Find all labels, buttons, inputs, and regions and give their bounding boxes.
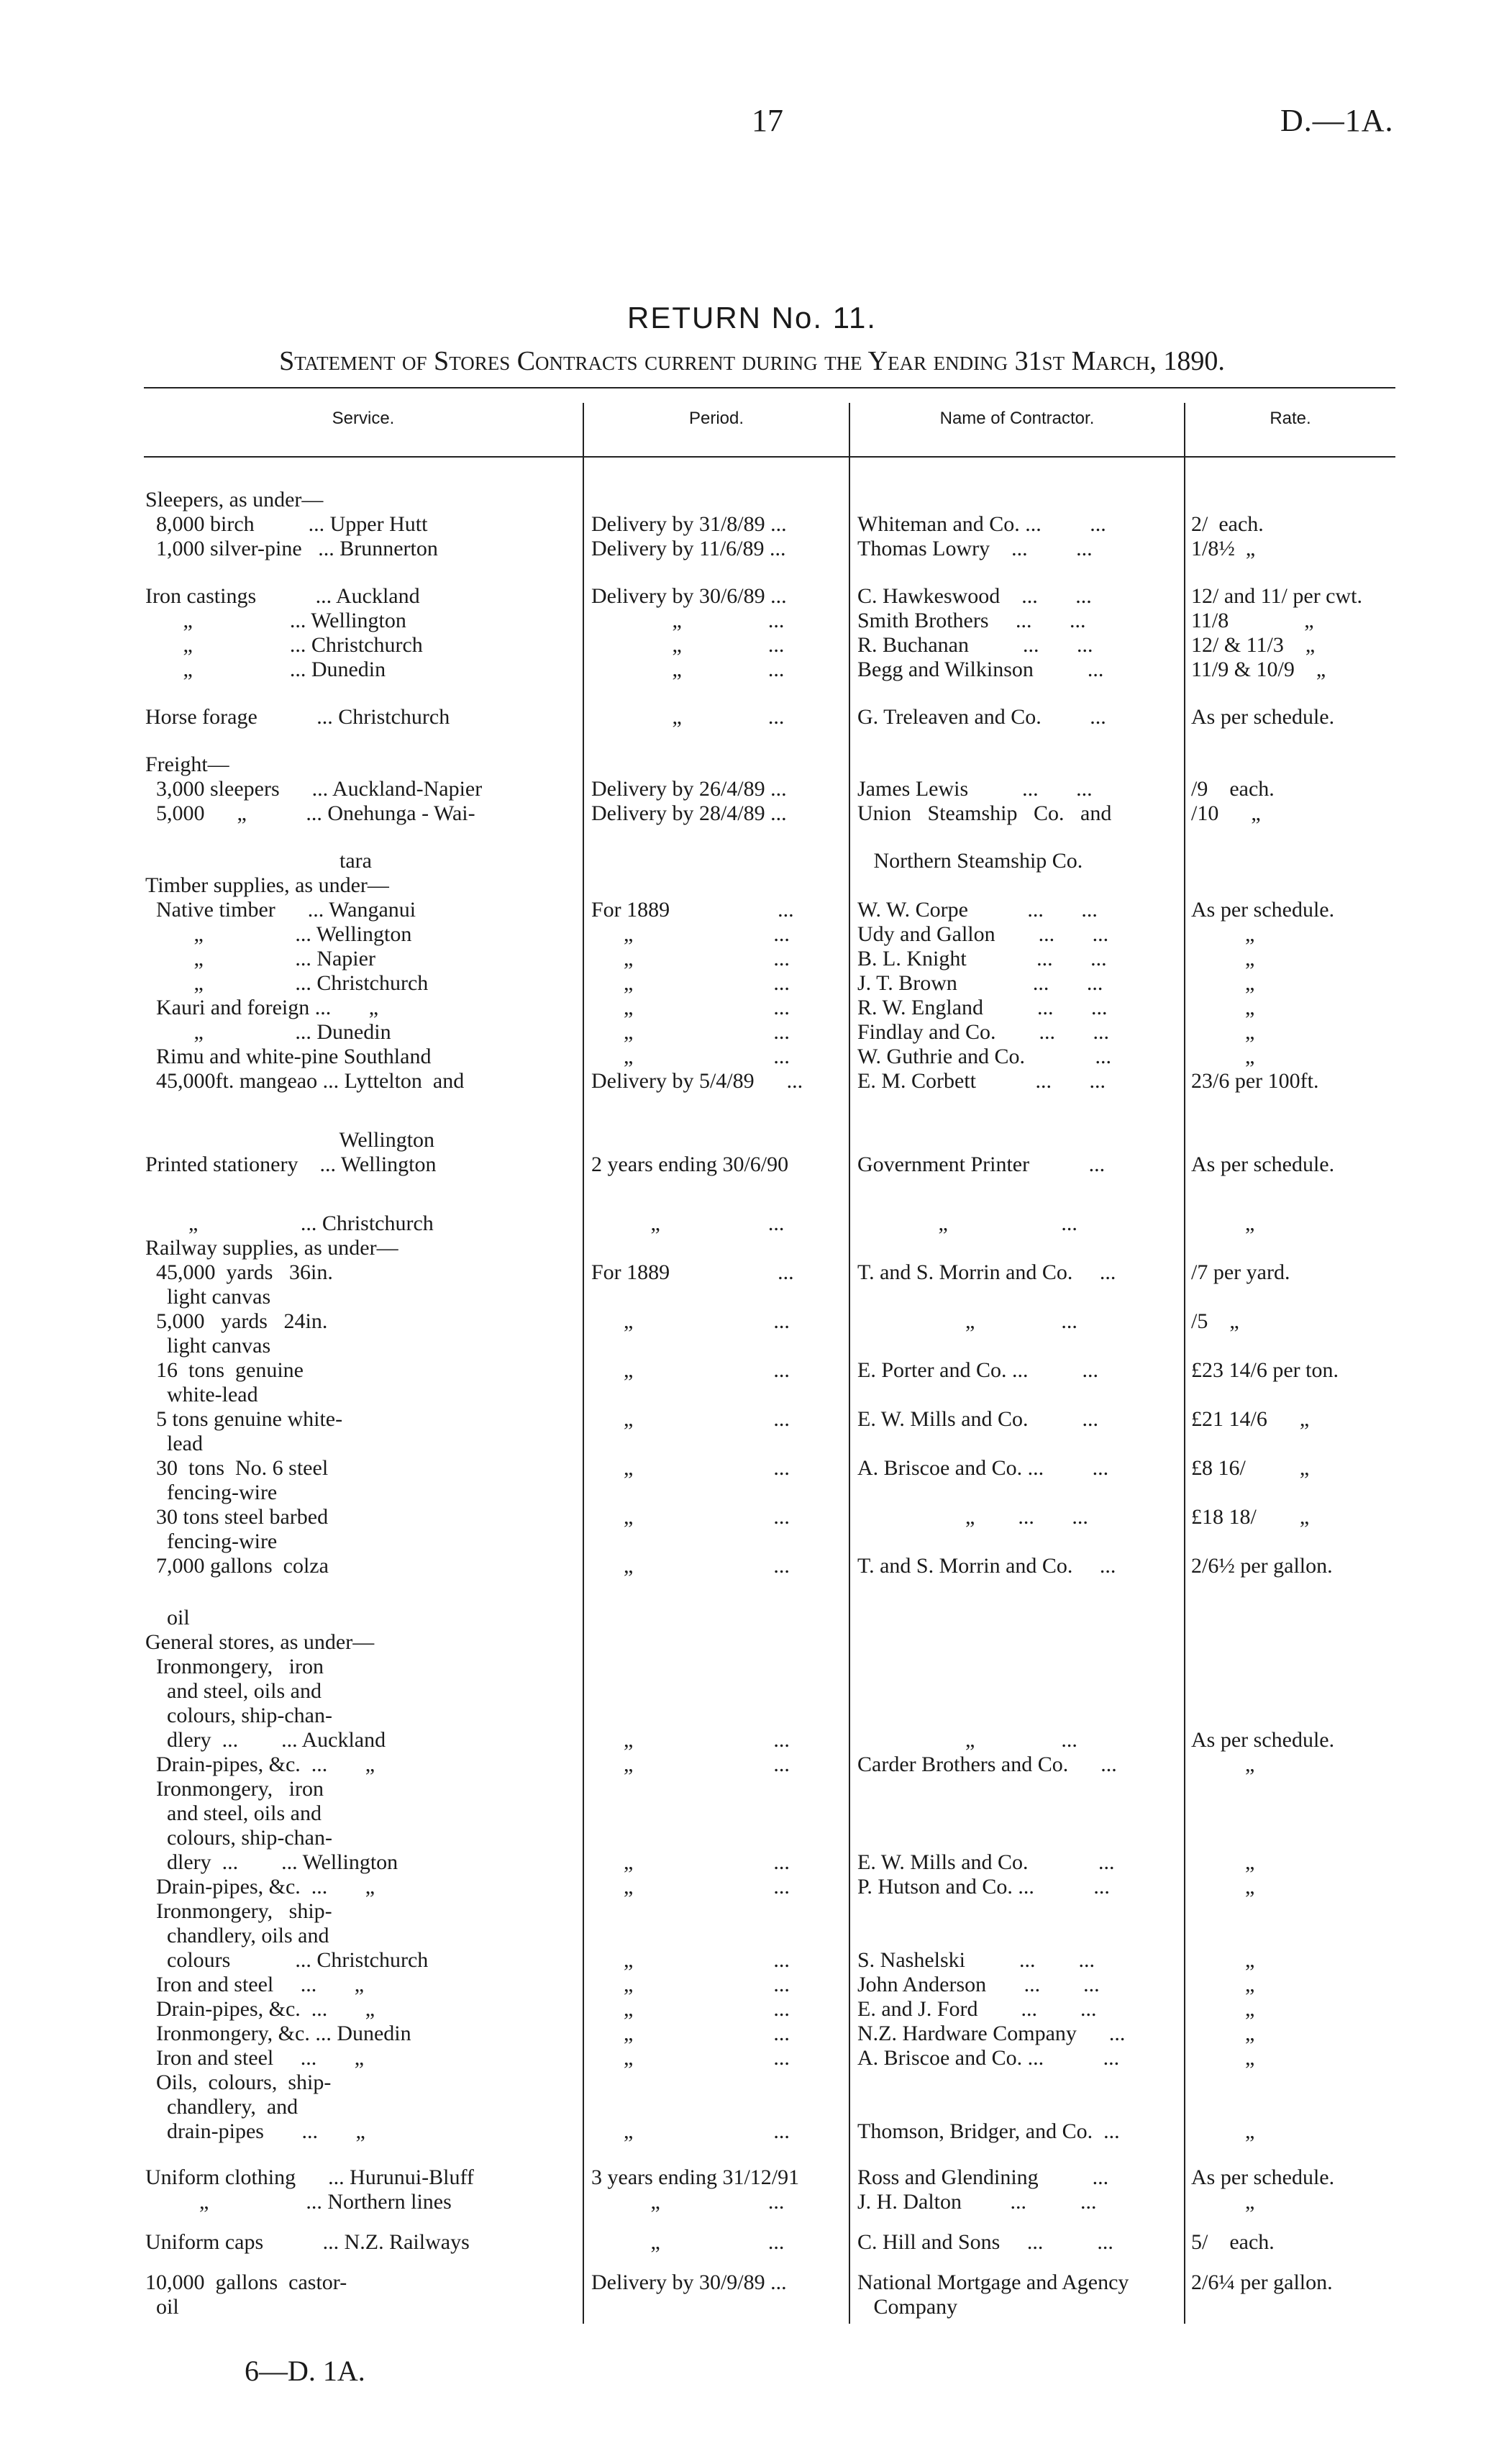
row-49-service: Drain-pipes, &c. ... „ <box>145 1875 375 1899</box>
row-6-service: „ ... Dunedin <box>145 658 386 681</box>
row-48-period: „ ... <box>591 1850 790 1874</box>
row-48-service: dlery ... ... Wellington <box>145 1850 398 1874</box>
row-11-service: tara <box>145 849 372 873</box>
row-29-contractor: E. Porter and Co. ... ... <box>857 1358 1098 1382</box>
row-19-contractor: W. Guthrie and Co. ... <box>857 1045 1112 1068</box>
row-8-service: Freight— <box>145 753 229 776</box>
row-32-service: lead <box>145 1432 203 1455</box>
row-63-period: Delivery by 30/9/89 ... <box>591 2270 787 2294</box>
row-15-service: „ ... Napier <box>145 947 375 970</box>
row-36-service: fencing-wire <box>145 1529 278 1553</box>
row-15-contractor: B. L. Knight ... ... <box>857 947 1107 970</box>
row-27-service: 5,000 yards 24in. <box>145 1309 328 1333</box>
row-37-period: „ ... <box>591 1554 790 1578</box>
header-period: Period. <box>688 409 744 428</box>
row-0-service: Sleepers, as under— <box>145 488 324 512</box>
row-25-service: 45,000 yards 36in. <box>145 1260 333 1284</box>
header-bottom-rule <box>144 456 1395 458</box>
row-25-rate: /7 per yard. <box>1191 1260 1290 1284</box>
row-43-contractor: „ ... <box>857 1728 1077 1752</box>
row-61-contractor: J. H. Dalton ... ... <box>857 2190 1097 2214</box>
row-20-contractor: E. M. Corbett ... ... <box>857 1069 1106 1093</box>
row-49-contractor: P. Hutson and Co. ... ... <box>857 1875 1110 1899</box>
row-20-period: Delivery by 5/4/89 ... <box>591 1069 803 1093</box>
row-55-rate: „ <box>1191 2022 1255 2045</box>
row-51-service: chandlery, oils and <box>145 1924 329 1947</box>
row-49-period: „ ... <box>591 1875 790 1899</box>
row-5-contractor: R. Buchanan ... ... <box>857 633 1093 657</box>
row-37-contractor: T. and S. Morrin and Co. ... <box>857 1554 1116 1578</box>
row-28-service: light canvas <box>145 1334 271 1358</box>
column-divider-1 <box>583 403 584 2324</box>
row-2-rate: 1/8½ „ <box>1191 537 1256 560</box>
row-13-service: Native timber ... Wanganui <box>145 898 416 922</box>
row-14-rate: „ <box>1191 922 1255 946</box>
row-59-period: „ ... <box>591 2119 790 2143</box>
row-7-rate: As per schedule. <box>1191 705 1335 729</box>
row-53-rate: „ <box>1191 1973 1255 1996</box>
row-10-period: Delivery by 28/4/89 ... <box>591 801 787 825</box>
row-61-service: „ ... Northern lines <box>145 2190 452 2214</box>
row-63-service: 10,000 gallons castor- <box>145 2270 347 2294</box>
row-43-service: dlery ... ... Auckland <box>145 1728 386 1752</box>
header-service: Service. <box>332 409 395 428</box>
row-27-contractor: „ ... <box>857 1309 1077 1333</box>
row-55-contractor: N.Z. Hardware Company ... <box>857 2022 1126 2045</box>
row-5-rate: 12/ & 11/3 „ <box>1191 633 1316 657</box>
row-54-service: Drain-pipes, &c. ... „ <box>145 1997 375 2021</box>
row-4-period: „ ... <box>591 609 785 632</box>
row-55-period: „ ... <box>591 2022 790 2045</box>
row-52-service: colours ... Christchurch <box>145 1948 429 1972</box>
row-35-rate: £18 18/ „ <box>1191 1505 1310 1529</box>
row-35-period: „ ... <box>591 1505 790 1529</box>
row-42-service: colours, ship-chan- <box>145 1704 332 1727</box>
row-24-service: Railway supplies, as under— <box>145 1236 398 1260</box>
row-17-contractor: R. W. England ... ... <box>857 996 1108 1019</box>
page-number: 17 <box>752 103 783 138</box>
row-53-contractor: John Anderson ... ... <box>857 1973 1100 1996</box>
row-23-service: „ ... Christchurch <box>145 1211 434 1235</box>
row-43-period: „ ... <box>591 1728 790 1752</box>
row-20-rate: 23/6 per 100ft. <box>1191 1069 1319 1093</box>
row-26-service: light canvas <box>145 1285 271 1309</box>
row-9-contractor: James Lewis ... ... <box>857 777 1093 801</box>
row-25-period: For 1889 ... <box>591 1260 794 1284</box>
row-14-period: „ ... <box>591 922 790 946</box>
row-10-contractor: Union Steamship Co. and <box>857 801 1112 825</box>
row-27-rate: /5 „ <box>1191 1309 1239 1333</box>
row-59-rate: „ <box>1191 2119 1255 2143</box>
row-52-period: „ ... <box>591 1948 790 1972</box>
row-6-period: „ ... <box>591 658 785 681</box>
row-62-period: „ ... <box>591 2230 785 2254</box>
column-divider-2 <box>849 403 850 2324</box>
row-1-rate: 2/ each. <box>1191 512 1264 536</box>
row-53-period: „ ... <box>591 1973 790 1996</box>
row-60-rate: As per schedule. <box>1191 2165 1335 2189</box>
row-57-service: Oils, colours, ship- <box>145 2070 332 2094</box>
row-3-period: Delivery by 30/6/89 ... <box>591 584 787 608</box>
row-17-service: Kauri and foreign ... „ <box>145 996 379 1019</box>
row-63-rate: 2/6¼ per gallon. <box>1191 2270 1333 2294</box>
row-19-service: Rimu and white-pine Southland <box>145 1045 432 1068</box>
row-37-rate: 2/6½ per gallon. <box>1191 1554 1333 1578</box>
row-9-period: Delivery by 26/4/89 ... <box>591 777 787 801</box>
row-54-contractor: E. and J. Ford ... ... <box>857 1997 1097 2021</box>
row-25-contractor: T. and S. Morrin and Co. ... <box>857 1260 1116 1284</box>
row-18-period: „ ... <box>591 1020 790 1044</box>
row-33-service: 30 tons No. 6 steel <box>145 1456 329 1480</box>
row-29-rate: £23 14/6 per ton. <box>1191 1358 1339 1382</box>
row-23-contractor: „ ... <box>857 1211 1077 1235</box>
row-19-rate: „ <box>1191 1045 1255 1068</box>
row-37-service: 7,000 gallons colza <box>145 1554 329 1578</box>
row-1-contractor: Whiteman and Co. ... ... <box>857 512 1106 536</box>
row-54-rate: „ <box>1191 1997 1255 2021</box>
row-10-service: 5,000 „ ... Onehunga - Wai- <box>145 801 475 825</box>
row-14-contractor: Udy and Gallon ... ... <box>857 922 1109 946</box>
row-52-rate: „ <box>1191 1948 1255 1972</box>
row-55-service: Ironmongery, &c. ... Dunedin <box>145 2022 411 2045</box>
row-64-service: oil <box>145 2295 179 2319</box>
row-10-rate: /10 „ <box>1191 801 1261 825</box>
row-15-rate: „ <box>1191 947 1255 970</box>
row-31-contractor: E. W. Mills and Co. ... <box>857 1407 1099 1431</box>
row-45-service: Ironmongery, iron <box>145 1777 324 1801</box>
row-23-rate: „ <box>1191 1211 1255 1235</box>
row-61-period: „ ... <box>591 2190 785 2214</box>
row-29-service: 16 tons genuine <box>145 1358 304 1382</box>
row-13-rate: As per schedule. <box>1191 898 1335 922</box>
row-16-period: „ ... <box>591 971 790 995</box>
row-4-contractor: Smith Brothers ... ... <box>857 609 1086 632</box>
row-22-contractor: Government Printer ... <box>857 1153 1106 1176</box>
row-14-service: „ ... Wellington <box>145 922 412 946</box>
row-3-contractor: C. Hawkeswood ... ... <box>857 584 1092 608</box>
row-44-rate: „ <box>1191 1752 1255 1776</box>
row-35-contractor: „ ... ... <box>857 1505 1088 1529</box>
page-reference: D.—1A. <box>1280 103 1394 138</box>
row-16-contractor: J. T. Brown ... ... <box>857 971 1103 995</box>
header-contractor: Name of Contractor. <box>939 409 1095 428</box>
row-44-service: Drain-pipes, &c. ... „ <box>145 1752 375 1776</box>
statement-heading: Statement of Stores Contracts current during the Year ending 31st March, 1890. <box>279 346 1225 376</box>
row-6-rate: 11/9 & 10/9 „ <box>1191 658 1326 681</box>
row-48-rate: „ <box>1191 1850 1255 1874</box>
row-21-service: Wellington <box>145 1128 435 1152</box>
row-2-service: 1,000 silver-pine ... Brunnerton <box>145 537 438 560</box>
row-17-rate: „ <box>1191 996 1255 1019</box>
row-56-service: Iron and steel ... „ <box>145 2046 365 2070</box>
row-35-service: 30 tons steel barbed <box>145 1505 329 1529</box>
row-22-service: Printed stationery ... Wellington <box>145 1153 437 1176</box>
row-4-service: „ ... Wellington <box>145 609 406 632</box>
row-31-service: 5 tons genuine white- <box>145 1407 343 1431</box>
row-34-service: fencing-wire <box>145 1481 278 1504</box>
row-2-period: Delivery by 11/6/89 ... <box>591 537 786 560</box>
row-27-period: „ ... <box>591 1309 790 1333</box>
row-58-service: chandlery, and <box>145 2095 298 2119</box>
row-50-service: Ironmongery, ship- <box>145 1899 332 1923</box>
header-rate: Rate. <box>1270 409 1311 428</box>
row-7-period: „ ... <box>591 705 785 729</box>
row-54-period: „ ... <box>591 1997 790 2021</box>
row-53-service: Iron and steel ... „ <box>145 1973 365 1996</box>
row-56-contractor: A. Briscoe and Co. ... ... <box>857 2046 1120 2070</box>
row-9-rate: /9 each. <box>1191 777 1275 801</box>
row-20-service: 45,000ft. mangeao ... Lyttelton and <box>145 1069 465 1093</box>
row-41-service: and steel, oils and <box>145 1679 322 1703</box>
row-31-rate: £21 14/6 „ <box>1191 1407 1310 1431</box>
row-29-period: „ ... <box>591 1358 790 1382</box>
row-62-rate: 5/ each. <box>1191 2230 1275 2254</box>
row-64-contractor: Company <box>857 2295 958 2319</box>
row-43-rate: As per schedule. <box>1191 1728 1335 1752</box>
row-18-rate: „ <box>1191 1020 1255 1044</box>
row-46-service: and steel, oils and <box>145 1801 322 1825</box>
row-61-rate: „ <box>1191 2190 1255 2214</box>
row-23-period: „ ... <box>591 1211 785 1235</box>
row-52-contractor: S. Nashelski ... ... <box>857 1948 1095 1972</box>
row-39-service: General stores, as under— <box>145 1630 375 1654</box>
row-2-contractor: Thomas Lowry ... ... <box>857 537 1093 560</box>
row-18-service: „ ... Dunedin <box>145 1020 391 1044</box>
row-9-service: 3,000 sleepers ... Auckland-Napier <box>145 777 483 801</box>
row-15-period: „ ... <box>591 947 790 970</box>
row-22-period: 2 years ending 30/6/90 <box>591 1153 789 1176</box>
row-59-contractor: Thomson, Bridger, and Co. ... <box>857 2119 1120 2143</box>
row-5-period: „ ... <box>591 633 785 657</box>
row-63-contractor: National Mortgage and Agency <box>857 2270 1129 2294</box>
row-19-period: „ ... <box>591 1045 790 1068</box>
row-5-service: „ ... Christchurch <box>145 633 423 657</box>
row-48-contractor: E. W. Mills and Co. ... <box>857 1850 1115 1874</box>
footer-reference: 6—D. 1A. <box>245 2355 365 2387</box>
row-16-rate: „ <box>1191 971 1255 995</box>
row-47-service: colours, ship-chan- <box>145 1826 332 1850</box>
row-59-service: drain-pipes ... „ <box>145 2119 365 2143</box>
row-22-rate: As per schedule. <box>1191 1153 1335 1176</box>
row-33-period: „ ... <box>591 1456 790 1480</box>
row-12-service: Timber supplies, as under— <box>145 873 389 897</box>
row-60-contractor: Ross and Glendining ... <box>857 2165 1109 2189</box>
row-18-contractor: Findlay and Co. ... ... <box>857 1020 1109 1044</box>
row-56-rate: „ <box>1191 2046 1255 2070</box>
row-40-service: Ironmongery, iron <box>145 1655 324 1678</box>
row-44-contractor: Carder Brothers and Co. ... <box>857 1752 1117 1776</box>
row-4-rate: 11/8 „ <box>1191 609 1314 632</box>
column-divider-3 <box>1184 403 1185 2324</box>
row-13-period: For 1889 ... <box>591 898 794 922</box>
row-62-service: Uniform caps ... N.Z. Railways <box>145 2230 470 2254</box>
row-3-service: Iron castings ... Auckland <box>145 584 420 608</box>
row-7-contractor: G. Treleaven and Co. ... <box>857 705 1106 729</box>
row-44-period: „ ... <box>591 1752 790 1776</box>
row-62-contractor: C. Hill and Sons ... ... <box>857 2230 1113 2254</box>
header-top-rule <box>144 387 1395 388</box>
row-60-service: Uniform clothing ... Hurunui-Bluff <box>145 2165 474 2189</box>
row-31-period: „ ... <box>591 1407 790 1431</box>
row-38-service: oil <box>145 1606 190 1629</box>
row-33-contractor: A. Briscoe and Co. ... ... <box>857 1456 1109 1480</box>
return-title: RETURN No. 11. <box>627 301 877 335</box>
row-3-rate: 12/ and 11/ per cwt. <box>1191 584 1362 608</box>
row-16-service: „ ... Christchurch <box>145 971 429 995</box>
row-17-period: „ ... <box>591 996 790 1019</box>
row-6-contractor: Begg and Wilkinson ... <box>857 658 1104 681</box>
row-30-service: white-lead <box>145 1383 258 1406</box>
row-11-contractor: Northern Steamship Co. <box>857 849 1083 873</box>
row-49-rate: „ <box>1191 1875 1255 1899</box>
row-13-contractor: W. W. Corpe ... ... <box>857 898 1098 922</box>
row-33-rate: £8 16/ „ <box>1191 1456 1310 1480</box>
row-60-period: 3 years ending 31/12/91 <box>591 2165 800 2189</box>
row-1-service: 8,000 birch ... Upper Hutt <box>145 512 428 536</box>
row-1-period: Delivery by 31/8/89 ... <box>591 512 787 536</box>
row-7-service: Horse forage ... Christchurch <box>145 705 450 729</box>
row-56-period: „ ... <box>591 2046 790 2070</box>
